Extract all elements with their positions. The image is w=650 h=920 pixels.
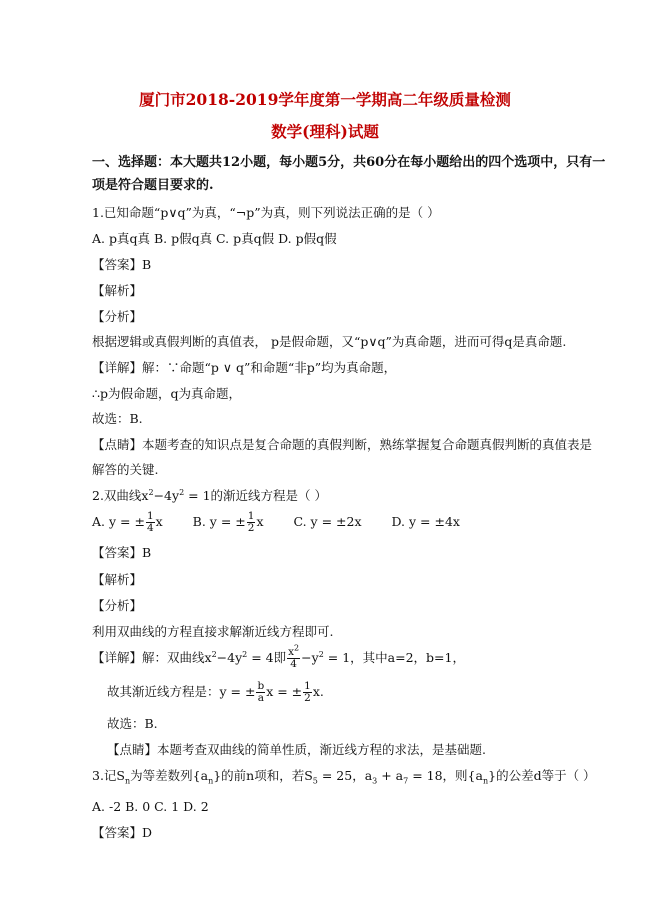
q2-stem: 2.双曲线$x^2-4y^2 = 1$的渐近线方程是（ ） — [92, 487, 328, 503]
document-subtitle: 数学(理科)试题 — [271, 122, 379, 141]
q2-analysis: 利用双曲线的方程直接求解渐近线方程即可. — [92, 624, 334, 639]
q1-answer: 【答案】B — [92, 257, 152, 272]
q3-stem: 3.记$S_n$为等差数列$\{a_n\}$的前n项和，若$S_5 = 25$，$a_3 + a_7 = 18$，则$\{a_n\}$的公差d等于（ ） — [92, 768, 596, 786]
q1-note-line1: 【点睛】本题考查的知识点是复合命题的真假判断，熟练掌握复合命题真假判断的真值表是 — [92, 437, 593, 452]
q1-options: A. p真q真 B. p假q真 C. p真q假 D. p假q假 — [92, 231, 337, 246]
q1-note-line2: 解答的关键. — [92, 462, 159, 477]
q3-answer: 【答案】D — [92, 825, 153, 840]
q3-options: A. -2 B. 0 C. 1 D. 2 — [92, 799, 209, 814]
fraction-one-half: $\frac{1}{2}$ — [304, 680, 311, 704]
q1-stem: 1.已知命题“p∨q”为真，“¬p”为真，则下列说法正确的是（ ） — [92, 205, 440, 220]
q1-detail-line3: 故选：B. — [92, 411, 143, 426]
q2-option-d: D. y = ±4x — [391, 514, 460, 529]
q1-detail-line2: ∴p为假命题，q为真命题， — [92, 386, 241, 401]
q1-fenxi: 【分析】 — [92, 309, 143, 324]
q2-jiexi: 【解析】 — [92, 572, 143, 587]
fraction-x-squared-over-four: $\frac{x^2}{4}$ — [288, 643, 300, 670]
q2-select: 故选：B. — [107, 716, 158, 731]
section-heading-line1: 一、选择题：本大题共12小题，每小题5分，共60分在每小题给出的四个选项中，只有一 — [92, 155, 606, 170]
q1-detail-line1: 【详解】解：∵命题“p ∨ q”和命题“非p”均为真命题， — [92, 360, 397, 375]
q2-fenxi: 【分析】 — [92, 598, 143, 613]
document-title: 厦门市2018-2019学年度第一学期高二年级质量检测 — [139, 90, 511, 109]
q2-option-c: C. y = ±2x — [293, 514, 362, 529]
q1-jiexi: 【解析】 — [92, 283, 143, 298]
q2-option-b: B. y = ± $\frac{1}{2}$ x — [192, 510, 264, 534]
fraction-b-over-a: $\frac{b}{a}$ — [257, 680, 265, 704]
q2-options — [92, 510, 460, 534]
q2-option-a: A. y = ± $\frac{1}{4}$ x — [92, 510, 163, 534]
q1-analysis: 根据逻辑或真假判断的真值表， p是假命题，又“p∨q”为真命题，进而可得q是真命题. — [92, 334, 567, 349]
q2-detail-line2: 故其渐近线方程是：y = ± $\frac{b}{a}$ x = ± $\frac{1}{2}$ x. — [107, 680, 324, 704]
q2-detail-line1: 【详解】解：双曲线$x^2-4y^2 = 4$即 $\frac{x^2}{4}$ $-y^2 = 1$，其中a=2，b=1， — [92, 643, 465, 670]
section-heading-line2: 项是符合题目要求的. — [92, 178, 214, 193]
q2-note: 【点睛】本题考查双曲线的简单性质，渐近线方程的求法，是基础题. — [107, 742, 486, 757]
fraction-one-half: $\frac{1}{2}$ — [247, 510, 255, 534]
fraction-one-quarter: $\frac{1}{4}$ — [146, 510, 154, 534]
q2-answer: 【答案】B — [92, 545, 152, 560]
